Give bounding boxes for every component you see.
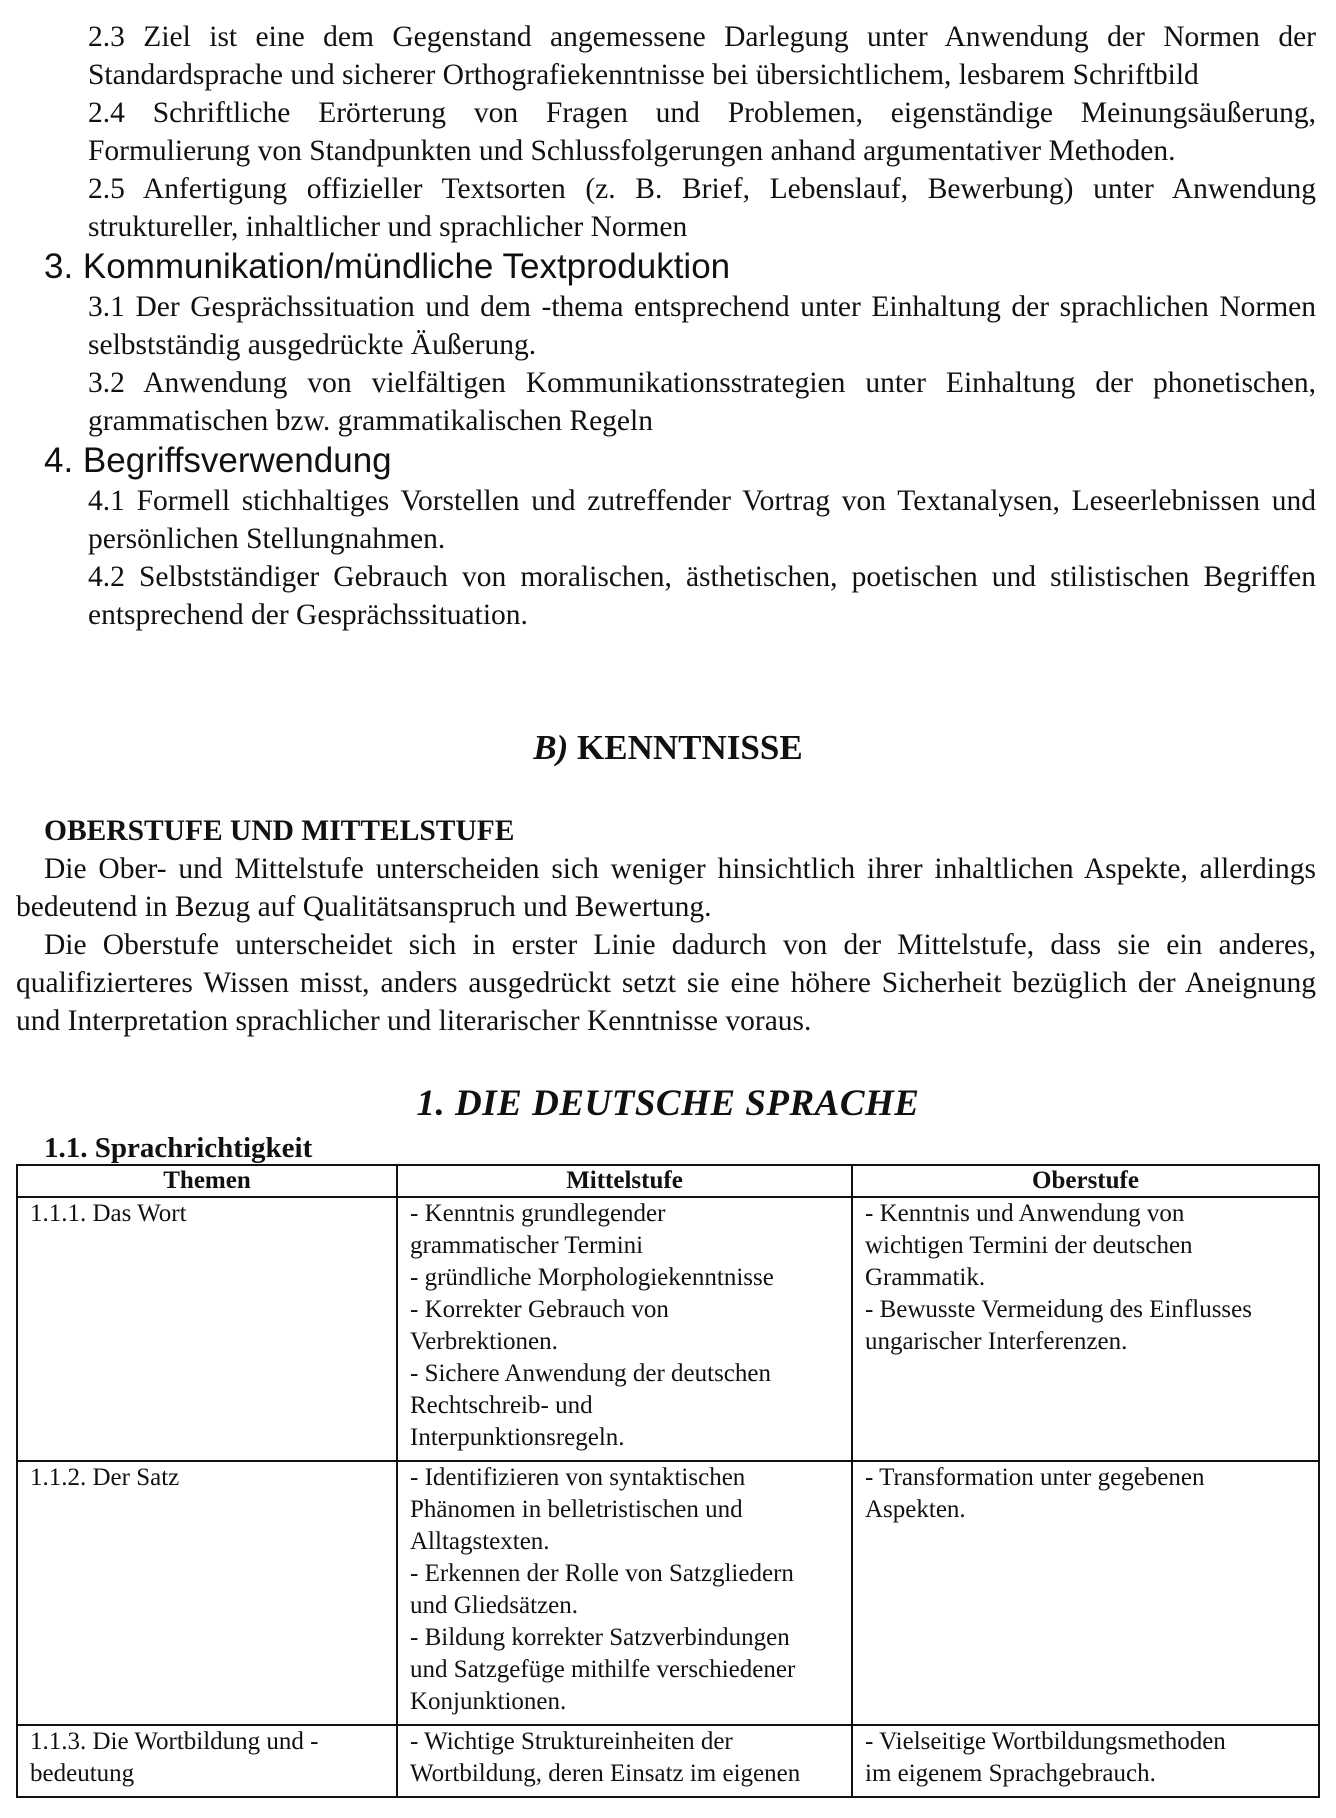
chapter-title: 1. DIE DEUTSCHE SPRACHE <box>416 1083 920 1124</box>
cell-line: Grammatik. <box>865 1264 986 1291</box>
section-heading-3: 3. Kommunikation/mündliche Textproduktion <box>44 247 731 286</box>
cell-line: Interpunktionsregeln. <box>410 1424 625 1451</box>
cell-line: bedeutung <box>30 1760 135 1787</box>
cell-line: - gründliche Morphologiekenntnisse <box>410 1264 774 1291</box>
sprachrichtigkeit-table <box>16 1164 1320 1798</box>
mittelstufe-cell <box>397 1461 852 1725</box>
oberstufe-cell <box>852 1461 1319 1725</box>
section-b-heading <box>0 728 1336 768</box>
cell-line: - Kenntnis und Anwendung von <box>865 1200 1185 1227</box>
cell-line: Wortbildung, deren Einsatz im eigenen <box>410 1760 801 1787</box>
table-row <box>17 1461 1319 1725</box>
cell-line: Aspekten. <box>865 1496 966 1523</box>
mittelstufe-cell <box>397 1197 852 1461</box>
section-b-title: KENNTNISSE <box>577 728 803 767</box>
paragraph-3-2: 3.2 Anwendung von vielfältigen Kommunikationsstrategien unter Einhaltung der phonetischen, grammatischen bzw. grammatikalischen Regeln <box>88 367 1316 437</box>
table-title: 1.1. Sprachrichtigkeit <box>44 1132 313 1164</box>
section-heading-4: 4. Begriffsverwendung <box>44 441 392 480</box>
cell-line: Verbrektionen. <box>410 1328 558 1355</box>
stufe-block <box>0 812 1336 1040</box>
paragraph-4-2: 4.2 Selbstständiger Gebrauch von moralischen, ästhetischen, poetischen und stilistischen Begriffen entsprechend der Gesprächssituation. <box>88 561 1316 631</box>
cell-line: Rechtschreib- und <box>410 1392 593 1419</box>
cell-line: grammatischer Termini <box>410 1232 644 1259</box>
mittelstufe-cell <box>397 1725 852 1797</box>
cell-line: Konjunktionen. <box>410 1688 567 1715</box>
section-b-prefix: B) <box>533 728 569 767</box>
header-mittelstufe: Mittelstufe <box>397 1165 852 1197</box>
oberstufe-cell <box>852 1725 1319 1797</box>
stufe-heading: OBERSTUFE UND MITTELSTUFE <box>44 815 515 847</box>
cell-line: und Satzgefüge mithilfe verschiedener <box>410 1656 796 1683</box>
theme-cell: 1.1.2. Der Satz <box>17 1461 397 1725</box>
table-header-row <box>17 1165 1319 1197</box>
cell-line: Alltagstexten. <box>410 1528 550 1555</box>
top-block <box>0 18 1336 634</box>
cell-line: wichtigen Termini der deutschen <box>865 1232 1193 1259</box>
paragraph-2-4: 2.4 Schriftliche Erörterung von Fragen und Problemen, eigenständige Meinungsäußerung, Formulierung von Standpunkten und Schlussfolgerungen anhand argumentativer Methoden. <box>88 97 1316 167</box>
oberstufe-cell <box>852 1197 1319 1461</box>
table-row <box>17 1725 1319 1797</box>
table-row <box>17 1197 1319 1461</box>
cell-line: und Gliedsätzen. <box>410 1592 579 1619</box>
stufe-paragraph-2: Die Oberstufe unterscheidet sich in erster Linie dadurch von der Mittelstufe, dass sie ein anderes, qualifizierteres Wissen misst, anders ausgedrückt setzt sie eine höhere Sicherheit bezüglich der Aneignung und Interpretation sprachlicher und literarischer Kenntnisse voraus. <box>16 929 1316 1037</box>
cell-line: - Vielseitige Wortbildungsmethoden <box>865 1728 1226 1755</box>
header-themen: Themen <box>17 1165 397 1197</box>
cell-line: im eigenem Sprachgebrauch. <box>865 1760 1156 1787</box>
cell-line: ungarischer Interferenzen. <box>865 1328 1128 1355</box>
theme-cell: 1.1.1. Das Wort <box>17 1197 397 1461</box>
cell-line: - Bildung korrekter Satzverbindungen <box>410 1624 790 1651</box>
paragraph-2-5: 2.5 Anfertigung offizieller Textsorten (z. B. Brief, Lebenslauf, Bewerbung) unter Anwendung struktureller, inhaltlicher und sprachlicher Normen <box>88 173 1316 243</box>
cell-line: - Transformation unter gegebenen <box>865 1464 1205 1491</box>
cell-line: - Bewusste Vermeidung des Einflusses <box>865 1296 1252 1323</box>
cell-line: - Sichere Anwendung der deutschen <box>410 1360 771 1387</box>
paragraph-2-3: 2.3 Ziel ist eine dem Gegenstand angemessene Darlegung unter Anwendung der Normen der Standardsprache und sicherer Orthografiekenntnisse bei übersichtlichem, lesbarem Schriftbild <box>88 21 1316 91</box>
cell-line: - Korrekter Gebrauch von <box>410 1296 669 1323</box>
paragraph-4-1: 4.1 Formell stichhaltiges Vorstellen und zutreffender Vortrag von Textanalysen, Leseerlebnissen und persönlichen Stellungnahmen. <box>88 485 1316 555</box>
cell-line: - Identifizieren von syntaktischen <box>410 1464 746 1491</box>
cell-line: - Wichtige Struktureinheiten der <box>410 1728 733 1755</box>
cell-line: 1.1.3. Die Wortbildung und - <box>30 1728 319 1755</box>
cell-line: - Erkennen der Rolle von Satzgliedern <box>410 1560 794 1587</box>
paragraph-3-1: 3.1 Der Gesprächssituation und dem -thema entsprechend unter Einhaltung der sprachlichen Normen selbstständig ausgedrückte Äußerung. <box>88 291 1316 361</box>
theme-cell <box>17 1725 397 1797</box>
stufe-paragraph-1: Die Ober- und Mittelstufe unterscheiden sich weniger hinsichtlich ihrer inhaltlichen Aspekte, allerdings bedeutend in Bezug auf Qualitätsanspruch und Bewertung. <box>16 853 1316 923</box>
cell-line: Phänomen in belletristischen und <box>410 1496 743 1523</box>
cell-line: - Kenntnis grundlegender <box>410 1200 666 1227</box>
header-oberstufe: Oberstufe <box>852 1165 1319 1197</box>
